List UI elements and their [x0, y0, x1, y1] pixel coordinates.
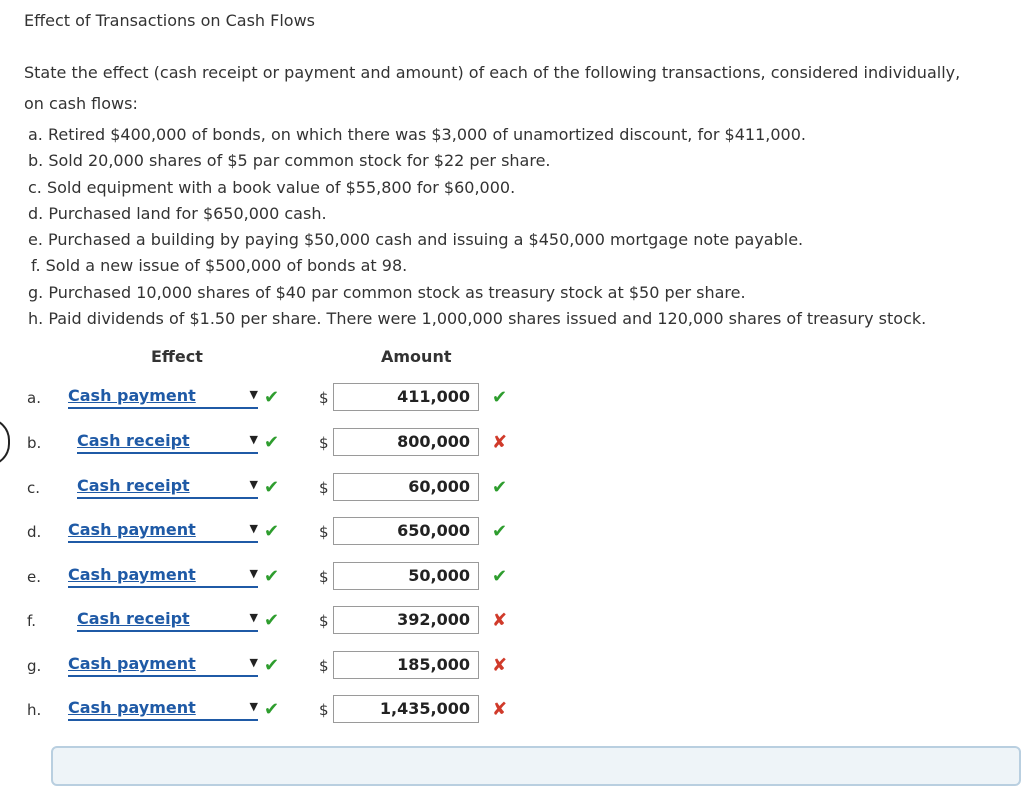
effect-select-value: Cash receipt	[77, 609, 190, 628]
transaction-list	[28, 122, 926, 332]
transaction-item: h. Paid dividends of $1.50 per share. There were 1,000,000 shares issued and 120,000 shares of treasury stock.	[28, 309, 927, 329]
amount-input[interactable]: 411,000	[333, 383, 479, 411]
chevron-down-icon[interactable]: ▼	[249, 700, 258, 713]
effect-select-value: Cash payment	[68, 565, 196, 584]
check-icon: ✔	[264, 432, 280, 453]
row-letter: b.	[27, 434, 42, 452]
transaction-item: e. Purchased a building by paying $50,000 cash and issuing a $450,000 mortgage note payable.	[28, 230, 804, 250]
check-icon: ✔	[264, 610, 280, 631]
amount-input[interactable]: 800,000	[333, 428, 479, 456]
effect-select[interactable]	[77, 608, 258, 632]
row-letter: h.	[27, 701, 42, 719]
check-icon: ✔	[492, 521, 508, 542]
answer-row	[0, 604, 1024, 638]
currency-symbol: $	[319, 657, 329, 675]
chevron-down-icon[interactable]: ▼	[249, 478, 258, 491]
chevron-down-icon[interactable]: ▼	[249, 656, 258, 669]
check-icon: ✔	[264, 477, 280, 498]
check-icon: ✔	[264, 566, 280, 587]
row-letter: d.	[27, 523, 42, 541]
x-icon: ✘	[492, 655, 508, 676]
chevron-down-icon[interactable]: ▼	[249, 611, 258, 624]
x-icon: ✘	[492, 432, 508, 453]
chevron-down-icon[interactable]: ▼	[249, 388, 258, 401]
effect-select[interactable]	[68, 697, 258, 721]
currency-symbol: $	[319, 612, 329, 630]
effect-select-value: Cash payment	[68, 654, 196, 673]
answer-row	[0, 471, 1024, 505]
row-letter: e.	[27, 568, 41, 586]
x-icon: ✘	[492, 699, 508, 720]
amount-input[interactable]: 60,000	[333, 473, 479, 501]
feedback-panel	[51, 746, 1021, 786]
effect-column-header: Effect	[151, 347, 203, 366]
amount-input[interactable]: 392,000	[333, 606, 479, 634]
effect-select[interactable]	[77, 430, 258, 454]
effect-select-value: Cash payment	[68, 386, 196, 405]
currency-symbol: $	[319, 701, 329, 719]
instructions: State the effect (cash receipt or payment and amount) of each of the following transactions, considered individually, on cash flows:	[24, 63, 961, 113]
check-icon: ✔	[492, 566, 508, 587]
amount-input[interactable]: 650,000	[333, 517, 479, 545]
chevron-down-icon[interactable]: ▼	[249, 567, 258, 580]
check-icon: ✔	[264, 699, 280, 720]
transaction-item: c. Sold equipment with a book value of $55,800 for $60,000.	[28, 177, 516, 197]
row-letter: f.	[27, 612, 36, 630]
check-icon: ✔	[264, 655, 280, 676]
check-icon: ✔	[264, 387, 280, 408]
check-icon: ✔	[492, 477, 508, 498]
currency-symbol: $	[319, 479, 329, 497]
effect-select[interactable]	[68, 653, 258, 677]
page-title: Effect of Transactions on Cash Flows	[24, 11, 316, 30]
row-letter: a.	[27, 389, 41, 407]
transaction-item: b. Sold 20,000 shares of $5 par common stock for $22 per share.	[28, 151, 551, 171]
answer-row	[0, 515, 1024, 549]
x-icon: ✘	[492, 610, 508, 631]
transaction-item: g. Purchased 10,000 shares of $40 par common stock as treasury stock at $50 per share.	[28, 282, 746, 302]
currency-symbol: $	[319, 523, 329, 541]
amount-column-header: Amount	[381, 347, 452, 366]
transaction-item: f. Sold a new issue of $500,000 of bonds at 98.	[31, 256, 408, 276]
row-letter: c.	[27, 479, 41, 497]
check-icon: ✔	[492, 387, 508, 408]
effect-select[interactable]	[68, 564, 258, 588]
row-letter: g.	[27, 657, 42, 675]
chevron-down-icon[interactable]: ▼	[249, 522, 258, 535]
currency-symbol: $	[319, 568, 329, 586]
currency-symbol: $	[319, 434, 329, 452]
answer-row	[0, 381, 1024, 415]
effect-select-value: Cash payment	[68, 520, 196, 539]
answer-row	[0, 560, 1024, 594]
effect-select[interactable]	[68, 385, 258, 409]
transaction-item: a. Retired $400,000 of bonds, on which there was $3,000 of unamortized discount, for $411,000.	[28, 125, 806, 144]
transaction-item: d. Purchased land for $650,000 cash.	[28, 203, 327, 223]
effect-select-value: Cash payment	[68, 698, 196, 717]
effect-select-value: Cash receipt	[77, 431, 190, 450]
answer-row	[0, 693, 1024, 727]
amount-input[interactable]: 1,435,000	[333, 695, 479, 723]
answer-row	[0, 426, 1024, 460]
answer-row	[0, 649, 1024, 683]
check-icon: ✔	[264, 521, 280, 542]
amount-input[interactable]: 185,000	[333, 651, 479, 679]
amount-input[interactable]: 50,000	[333, 562, 479, 590]
effect-select[interactable]	[77, 475, 258, 499]
effect-select[interactable]	[68, 519, 258, 543]
effect-select-value: Cash receipt	[77, 476, 190, 495]
chevron-down-icon[interactable]: ▼	[249, 433, 258, 446]
currency-symbol: $	[319, 389, 329, 407]
